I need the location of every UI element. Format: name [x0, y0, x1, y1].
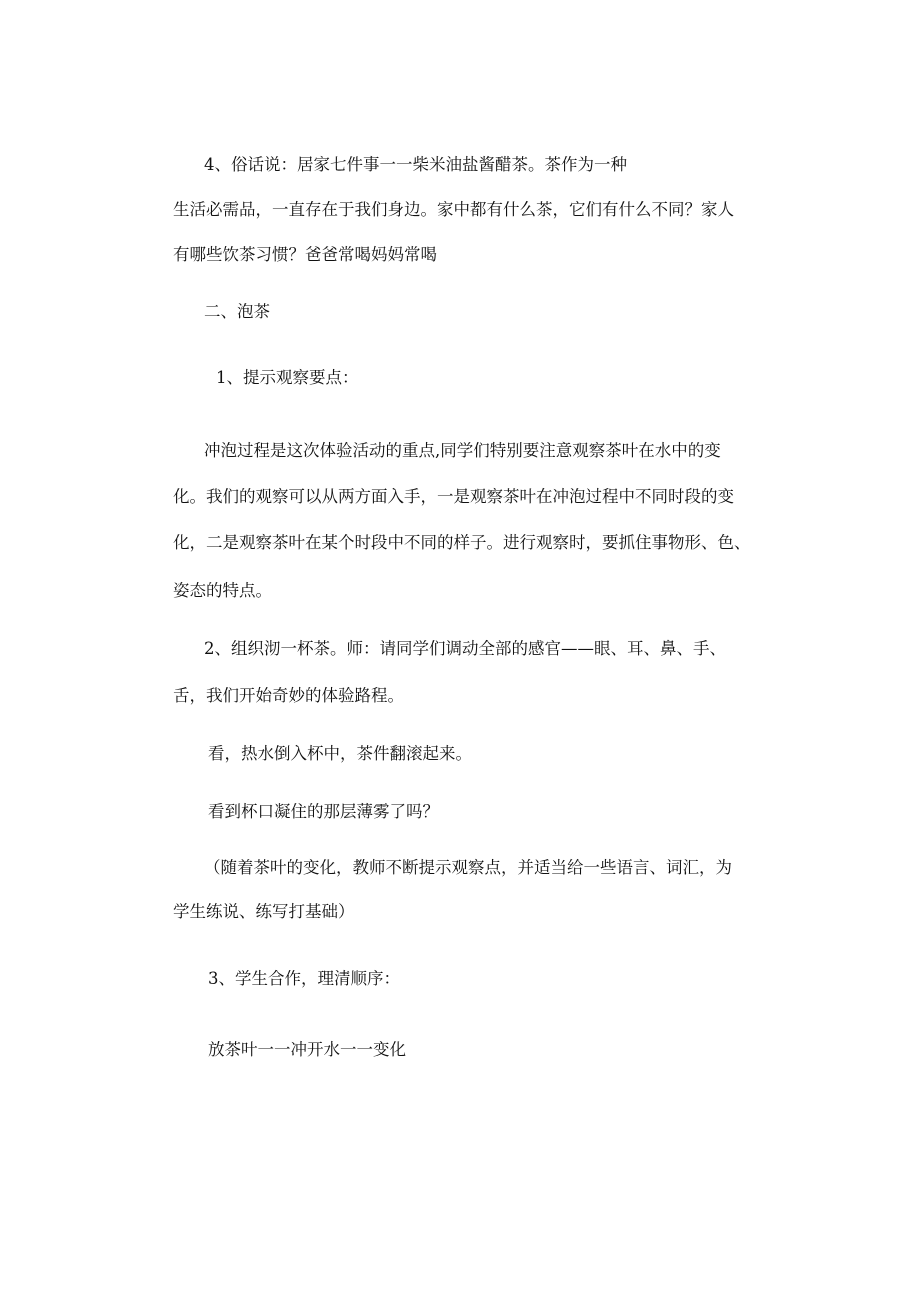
- make-tea-line-2: 舌，我们开始奇妙的体验路程。: [173, 686, 404, 705]
- mist-question-line: 看到杯口凝住的那层薄雾了吗？: [208, 802, 439, 821]
- item4-line-1: 4、俗话说：居家七件事一一柴米油盐酱醋茶。茶作为一种: [204, 155, 627, 174]
- look-line: 看，热水倒入杯中，茶件翻滚起来。: [208, 744, 472, 763]
- make-tea-line-1: 2、组织沏一杯茶。师：请同学们调动全部的感官——眼、耳、鼻、手、: [204, 639, 726, 658]
- observation-paragraph-line-3: 化，二是观察茶叶在某个时段中不同的样子。进行观察时，要抓住事物形、色、: [173, 533, 751, 552]
- observation-paragraph-line-2: 化。我们的观察可以从两方面入手，一是观察茶叶在冲泡过程中不同时段的变: [173, 487, 734, 506]
- observation-paragraph-line-1: 冲泡过程是这次体验活动的重点,同学们特别要注意观察茶叶在水中的变: [204, 441, 721, 460]
- observation-paragraph-line-4: 姿态的特点。: [173, 581, 272, 600]
- item4-line-2: 生活必需品，一直存在于我们身边。家中都有什么茶，它们有什么不同？家人: [173, 200, 734, 219]
- teacher-note-line-1: （随着茶叶的变化，教师不断提示观察点，并适当给一些语言、词汇，为: [204, 858, 732, 877]
- steps-sequence-line: 放茶叶一一冲开水一一变化: [208, 1040, 406, 1059]
- teacher-note-line-2: 学生练说、练写打基础）: [173, 902, 355, 921]
- section-heading-brew-tea: 二、泡茶: [204, 302, 270, 321]
- subheading-observation-points: 1、提示观察要点：: [216, 368, 359, 387]
- item4-line-3: 有哪些饮茶习惯？爸爸常喝妈妈常喝: [173, 245, 437, 264]
- subheading-student-cooperation: 3、学生合作，理清顺序：: [208, 969, 400, 988]
